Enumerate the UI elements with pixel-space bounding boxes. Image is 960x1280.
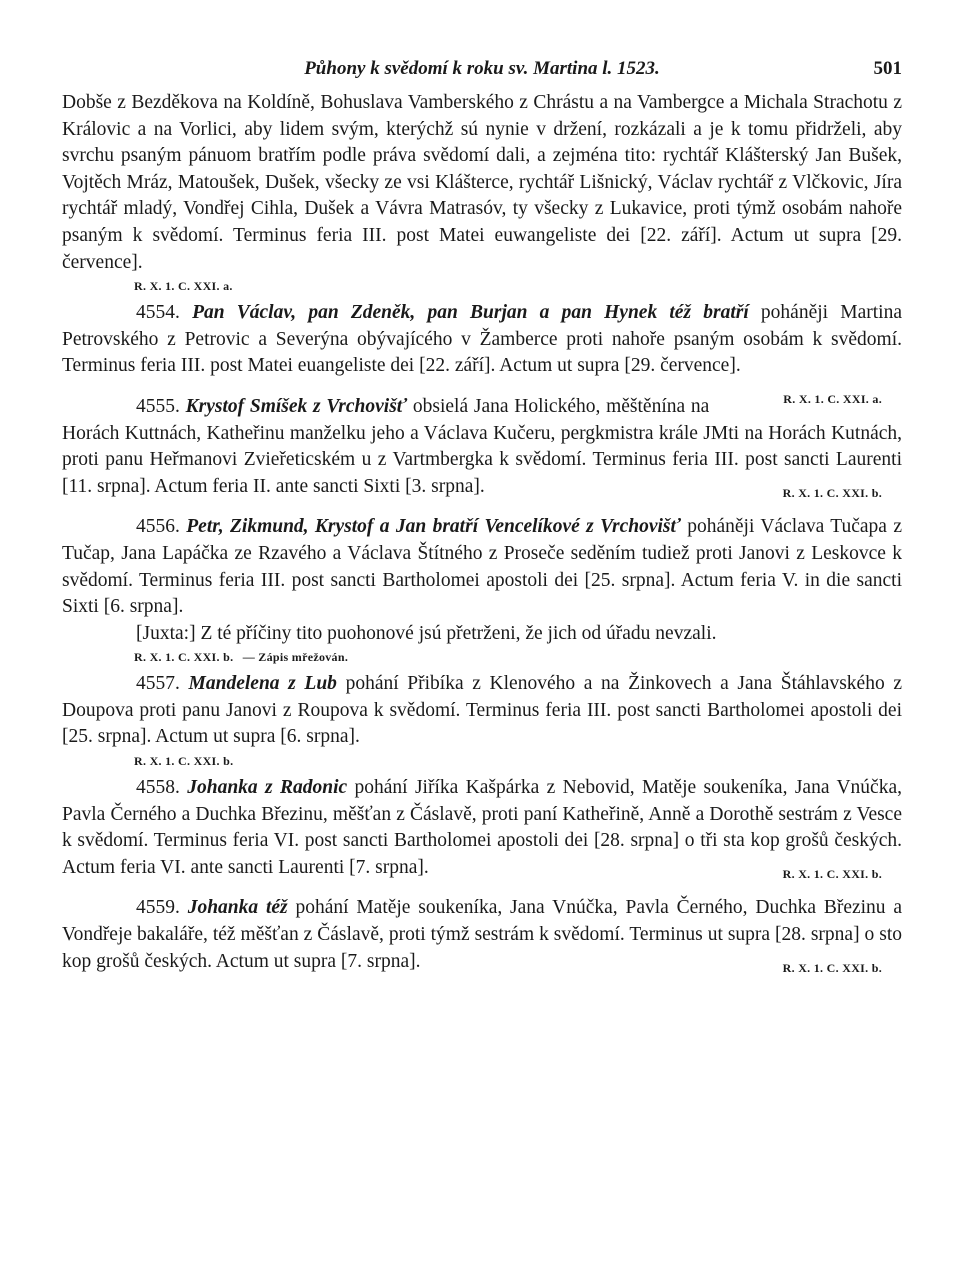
entry-number: 4555. [136,395,180,417]
page-number: 501 [873,58,902,79]
entry-text: poháněji Václava Tučapa z Tučap, Jana Lapáčka ze Rzavého a Václava Štítného z Proseče seděním tudiež proti Janovi z Leskovce k svědomí. Terminus feria III. post sancti Bartholomei apostoli dei [25. srpna]. Actum feria V. in die sancti Sixti [6. srpna]. [62,516,902,618]
entry-source-reference: R. X. 1. C. XXI. b. [782,485,882,500]
intro-paragraph: Dobše z Bezděkova na Koldíně, Bohuslava Vamberského z Chrástu a na Vambergce a Michala Strachotu z Královic a na Vorlici, aby lidem svým, kterýchž sú nynie v držení, rozkázali a je k tomu přidrželi, aby svrchu psaným pánuom bratřím podle práva svědomí dali, a zejména tito: rychtář Klášterský Jan Bušek, Vojtěch Mráz, Matoušek, Dušek, všecky ze vsi Klášterce, rychtář Lišnický, Václav rychtář z Vlčkovic, Jíra rychtář mladý, Vondřej Cihla, Dušek a Vávra Matrasóv, ty všecky z Lukavice, proti týmž osobám nahoře psaným k svědomí. Terminus feria III. post Matei euwangeliste dei [22. září]. Actum ut supra [29. července]. [62,92,902,273]
intro-source-reference: R. X. 1. C. XXI. a. [134,279,233,294]
entry-source-reference: R. X. 1. C. XXI. b. [134,754,234,769]
entry-text: obsielá Jana Holického, měštěnína na Horách Kuttnách, Katheřinu manželku jeho a Václava Kučeru, pergkmistra krále JMti na Horách Kutnách, proti panu Heřmanovi Zvieřeticském u z Vartmbergka k svědomí. Terminus feria III. post sancti Laurenti [11. srpna]. Actum feria II. ante sancti Sixti [3. srpna]. [62,395,902,497]
entry-number: 4554. [136,302,180,324]
entry-text: pohání Jiříka Kašpárka z Nebovid, Matěje soukeníka, Jana Vnúčka, Pavla Černého a Duchka Březinu, měšťan z Čáslavě, proti paní Katheřině, Anně a Dorothě sestrám z Vesce k svědomí. Terminus feria VI. post sancti Bartholomei apostoli dei [28. srpna] o tři sta kop grošů českých. Actum feria VI. ante sancti Laurenti [7. srpna]. [62,777,902,878]
source-note: — Zápis mřežován. [242,650,349,665]
entry-source-reference [134,647,902,667]
document-page [62,56,902,981]
entry-number: 4559. [136,897,180,919]
entry-names: Mandelena z Lub [188,673,337,695]
entry-source-reference: R. X. 1. C. XXI. a. [783,391,882,406]
entry-number: 4556. [136,516,180,538]
entry-4558 [62,775,902,881]
source-ref: R. X. 1. C. XXI. b. [134,650,234,665]
entry-names: Pan Václav, pan Zdeněk, pan Burjan a pan Hynek též bratří [192,302,749,324]
entry-names: Johanka z Radonic [187,777,348,799]
page-header [62,56,902,90]
entry-text: poháněji Martina Petrovského z Petrovic a Severýna obývajícého v Žamberce proti nahoře psaným osobám k svědomí. Terminus feria III. post Matei euangeliste dei [22. září]. Actum ut supra [29. července]. [62,302,902,377]
entry-4556 [62,514,902,620]
entry-text: pohání Přibíka z Klenového a na Žinkovech a Jana Štáhlavského z Doupova proti panu Janovi z Roupova k svědomí. Terminus feria III. post sancti Bartholomei apostoli dei [25. srpna]. Actum ut supra [6. srpna]. [62,673,903,748]
entry-source-reference: R. X. 1. C. XXI. b. [782,866,882,881]
entry-number: 4557. [136,673,180,695]
entry-text: pohání Matěje soukeníka, Jana Vnúčka, Pavla Černého, Duchka Březinu a Vondřeje bakaláře, též měšťan z Čáslavě, proti týmž sestrám k svědomí. Terminus ut supra [28. srpna] o sto kop grošů českých. Actum ut supra [7. srpna]. [62,897,903,972]
entry-juxta-note: [Juxta:] Z té příčiny tito puohonové jsú přetrženi, že jich od úřadu nevzali. [136,622,717,644]
entry-names: Petr, Zikmund, Krystof a Jan bratří Vencelíkové z Vrchovišť [186,516,681,538]
entry-source-reference: R. X. 1. C. XXI. b. [782,960,882,975]
entry-names: Johanka též [187,897,288,919]
entry-names: Krystof Smíšek z Vrchovišť [185,395,408,417]
entry-number: 4558. [136,777,180,799]
entry-4557 [62,671,902,751]
entry-4559 [62,895,902,975]
running-title: Půhony k svědomí k roku sv. Martina l. 1523. [304,58,660,79]
